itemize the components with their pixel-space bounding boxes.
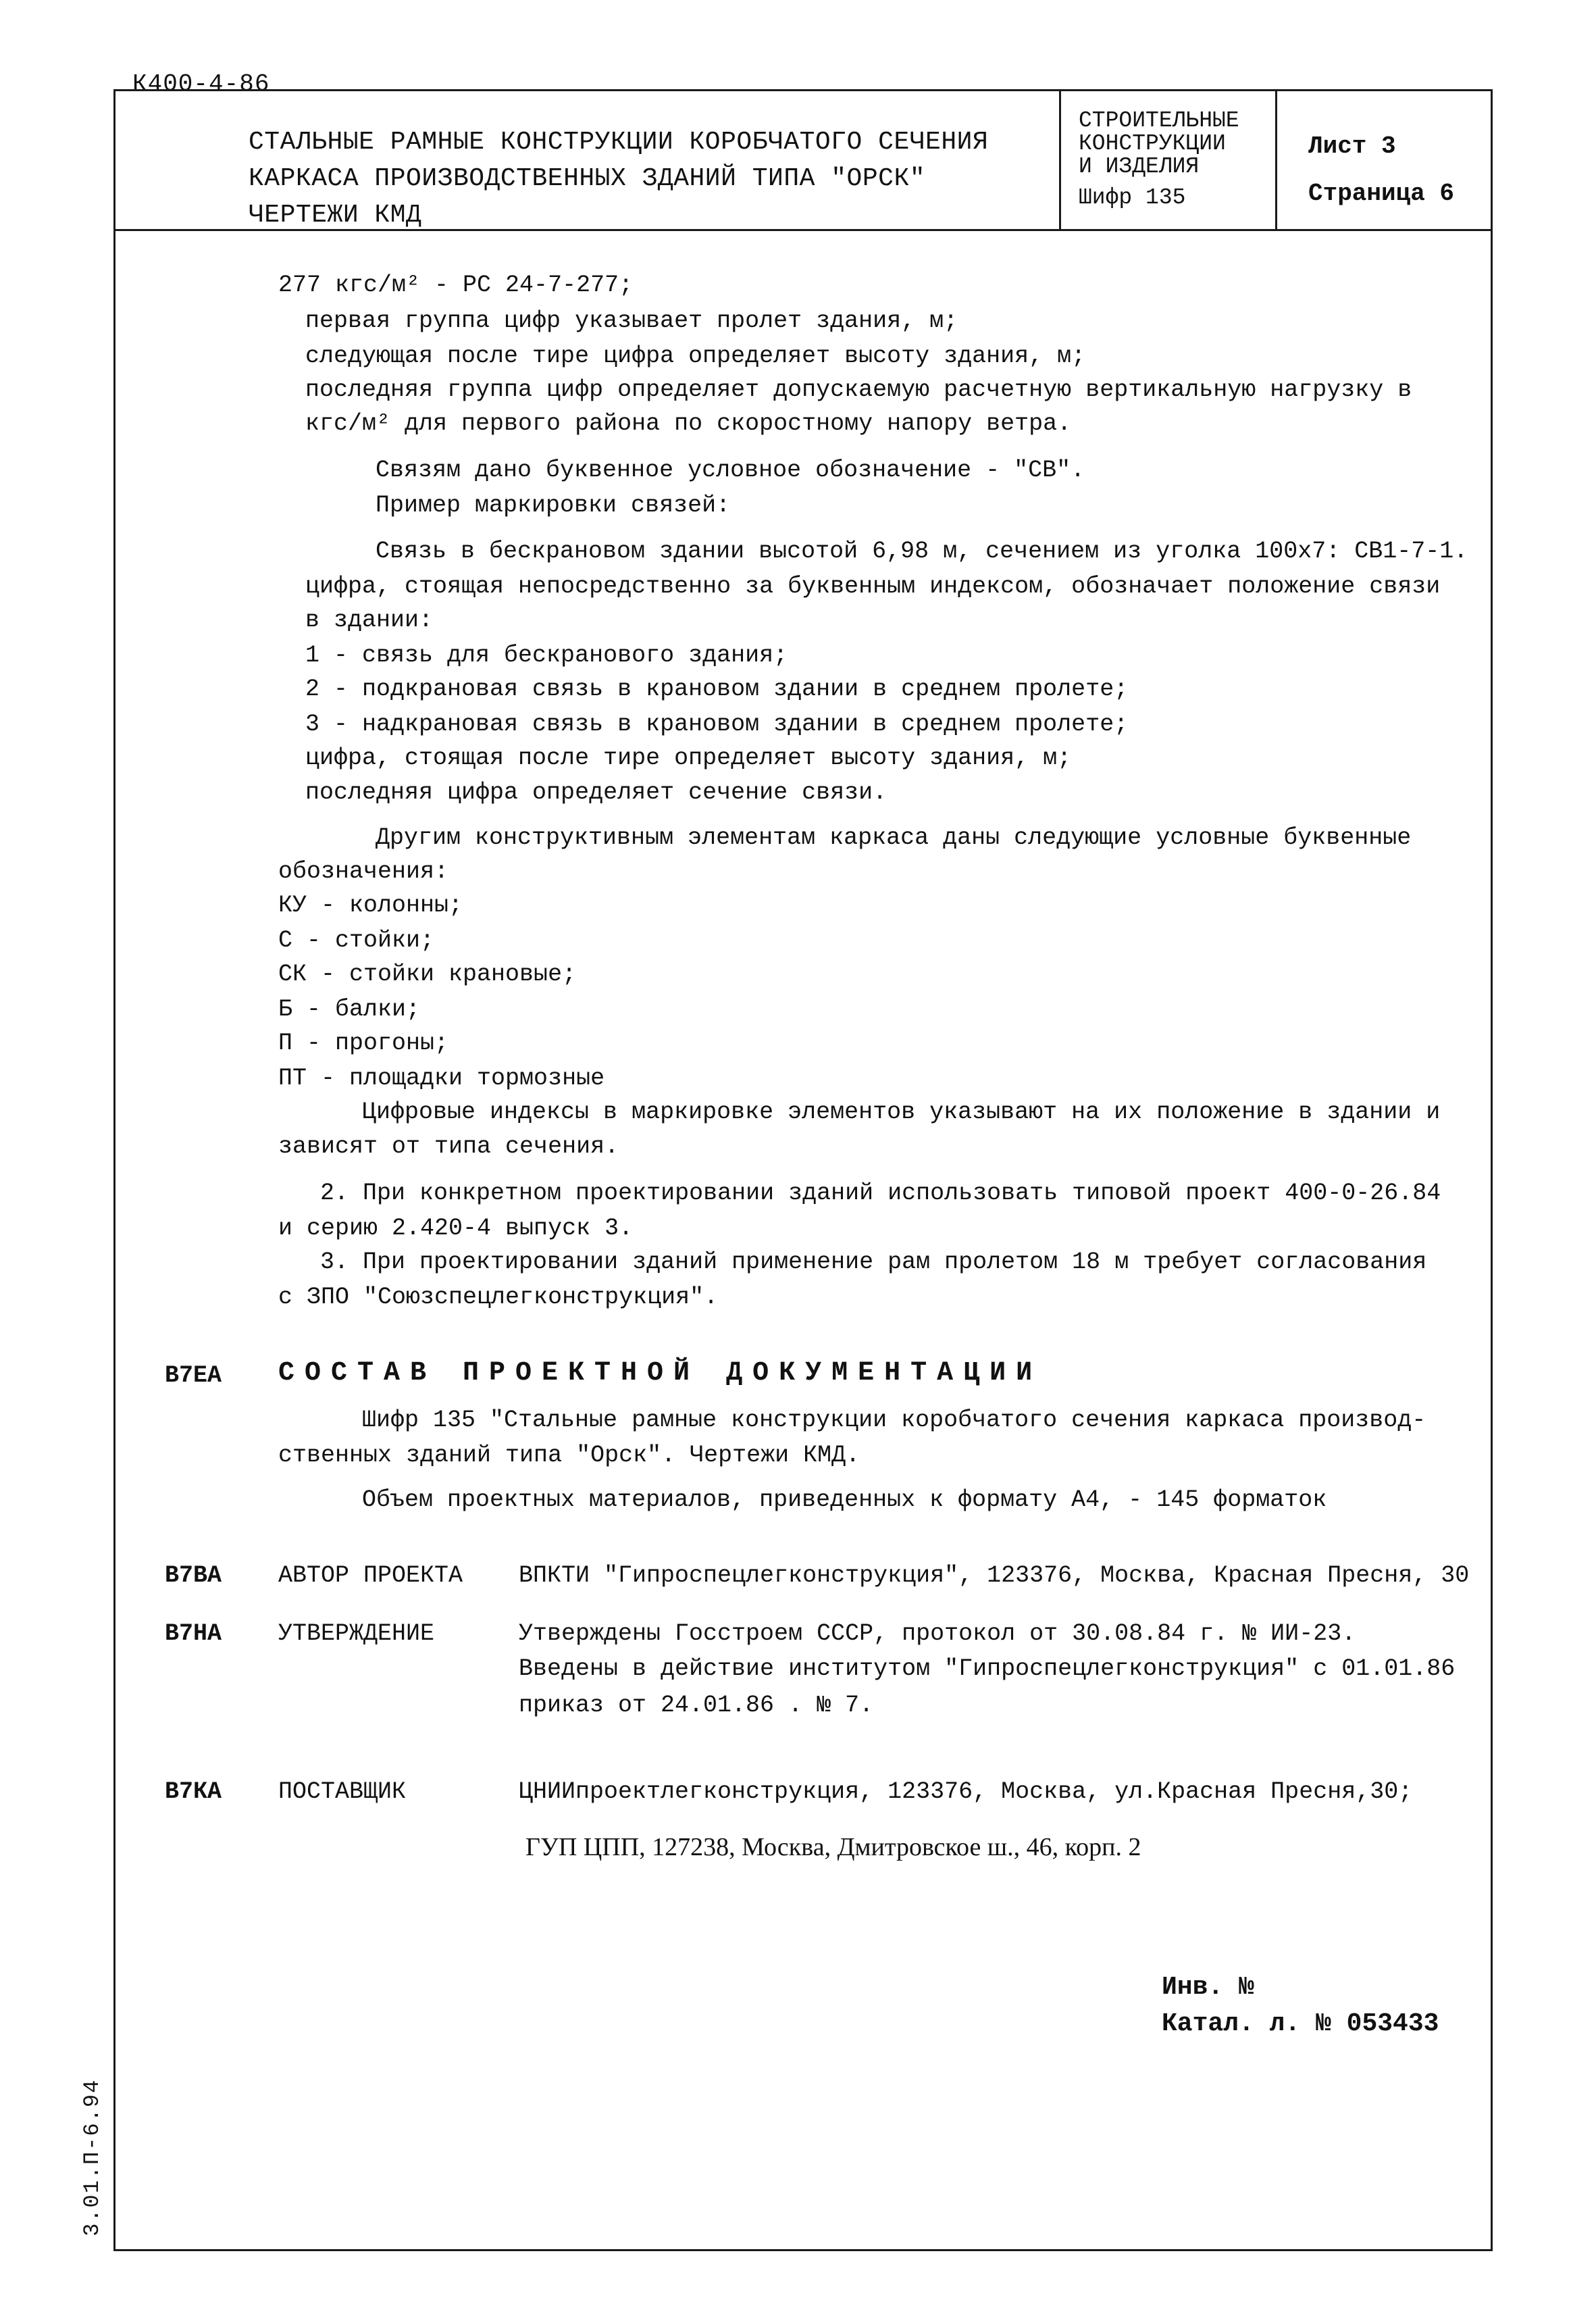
page-number: Страница 6 <box>1308 180 1455 207</box>
approval-line: приказ от 24.01.86 . № 7. <box>519 1692 874 1719</box>
section-heading: СОСТАВ ПРОЕКТНОЙ ДОКУМЕНТАЦИИ <box>278 1358 1043 1388</box>
body-line: С - стойки; <box>278 927 435 954</box>
composition-line: Объем проектных материалов, приведенных к формату А4, - 145 форматок <box>362 1486 1327 1513</box>
catalog-sheet-number: Катал. л. № 053433 <box>1162 2009 1439 2038</box>
side-stamp: 3.01.П-6.94 <box>80 2078 105 2236</box>
body-line: 3. При проектировании зданий применение рам пролетом 18 м требует согласования <box>320 1249 1427 1276</box>
body-line: цифра, стоящая непосредственно за буквенным индексом, обозначает положение связи <box>305 573 1441 600</box>
body-line: Другим конструктивным элементам каркаса даны следующие условные буквенные <box>376 824 1412 851</box>
body-line: ПТ - площадки тормозные <box>278 1065 605 1092</box>
body-line: первая группа цифр указывает пролет здания, м; <box>305 307 958 334</box>
category-line: И ИЗДЕЛИЯ <box>1079 154 1200 179</box>
sheet-number: Лист 3 <box>1308 132 1396 160</box>
title-line: СТАЛЬНЫЕ РАМНЫЕ КОНСТРУКЦИИ КОРОБЧАТОГО СЕЧЕНИЯ <box>249 128 989 157</box>
supplier-line: ГУП ЦПП, 127238, Москва, Дмитровское ш., 46, корп. 2 <box>525 1833 1141 1861</box>
inventory-number: Инв. № <box>1162 1973 1254 2002</box>
body-line: в здании: <box>305 607 434 634</box>
body-line: последняя группа цифр определяет допускаемую расчетную вертикальную нагрузку в <box>305 376 1412 403</box>
composition-line: Шифр 135 "Стальные рамные конструкции коробчатого сечения каркаса производ- <box>362 1407 1426 1434</box>
body-line: следующая после тире цифра определяет высоту здания, м; <box>305 343 1086 370</box>
body-line: и серию 2.420-4 выпуск 3. <box>278 1215 634 1242</box>
category-line: СТРОИТЕЛЬНЫЕ <box>1079 108 1239 133</box>
approval-line: Введены в действие институтом "Гипроспецлегконструкция" с 01.01.86 <box>519 1655 1456 1682</box>
author-label: АВТОР ПРОЕКТА <box>278 1562 463 1589</box>
supplier-label: ПОСТАВЩИК <box>278 1778 407 1805</box>
body-line: 1 - связь для бескранового здания; <box>305 642 788 669</box>
body-line: кгс/м² для первого района по скоростному напору ветра. <box>305 410 1072 437</box>
section-code: В7ЕА <box>165 1362 222 1389</box>
approval-code: В7НА <box>165 1620 222 1647</box>
body-line: обозначения: <box>278 858 449 885</box>
body-line: цифра, стоящая после тире определяет высоту здания, м; <box>305 745 1072 772</box>
body-line: 2 - подкрановая связь в крановом здании в среднем пролете; <box>305 676 1129 703</box>
author-text: ВПКТИ "Гипроспецлегконструкция", 123376, Москва, Красная Пресня, 30 <box>519 1562 1470 1589</box>
approval-line: Утверждены Госстроем СССР, протокол от 30.08.84 г. № ИИ-23. <box>519 1620 1356 1647</box>
body-line: 277 кгс/м² - РС 24-7-277; <box>278 272 634 299</box>
body-line: с ЗПО "Союзспецлегконструкция". <box>278 1284 719 1311</box>
supplier-code: В7КА <box>165 1778 222 1805</box>
body-line: СК - стойки крановые; <box>278 961 577 988</box>
cipher-label: Шифр 135 <box>1079 185 1186 210</box>
body-line: зависят от типа сечения. <box>278 1133 619 1160</box>
author-code: В7ВА <box>165 1562 222 1589</box>
body-line: Связям дано буквенное условное обозначение - "СВ". <box>376 457 1085 484</box>
category-line: КОНСТРУКЦИИ <box>1079 131 1226 156</box>
body-line: Пример маркировки связей: <box>376 492 731 519</box>
body-line: Б - балки; <box>278 996 421 1023</box>
body-line: КУ - колонны; <box>278 892 463 919</box>
body-line: 2. При конкретном проектировании зданий использовать типовой проект 400-0-26.84 <box>320 1180 1441 1207</box>
body-line: последняя цифра определяет сечение связи. <box>305 779 887 806</box>
title-line: КАРКАСА ПРОИЗВОДСТВЕННЫХ ЗДАНИЙ ТИПА "ОРСК" <box>249 164 926 193</box>
body-line: Цифровые индексы в маркировке элементов указывают на их положение в здании и <box>362 1099 1441 1126</box>
composition-line: ственных зданий типа "Орск". Чертежи КМД. <box>278 1442 860 1469</box>
body-line: Связь в бескрановом здании высотой 6,98 м, сечением из уголка 100х7: СВ1-7-1. <box>376 538 1468 565</box>
title-line: ЧЕРТЕЖИ КМД <box>249 201 422 230</box>
body-line: П - прогоны; <box>278 1030 449 1057</box>
approval-label: УТВЕРЖДЕНИЕ <box>278 1620 435 1647</box>
document-code: К400-4-86 <box>132 70 270 98</box>
supplier-line: ЦНИИпроектлегконструкция, 123376, Москва, ул.Красная Пресня,30; <box>519 1778 1413 1805</box>
body-line: 3 - надкрановая связь в крановом здании в среднем пролете; <box>305 711 1129 738</box>
